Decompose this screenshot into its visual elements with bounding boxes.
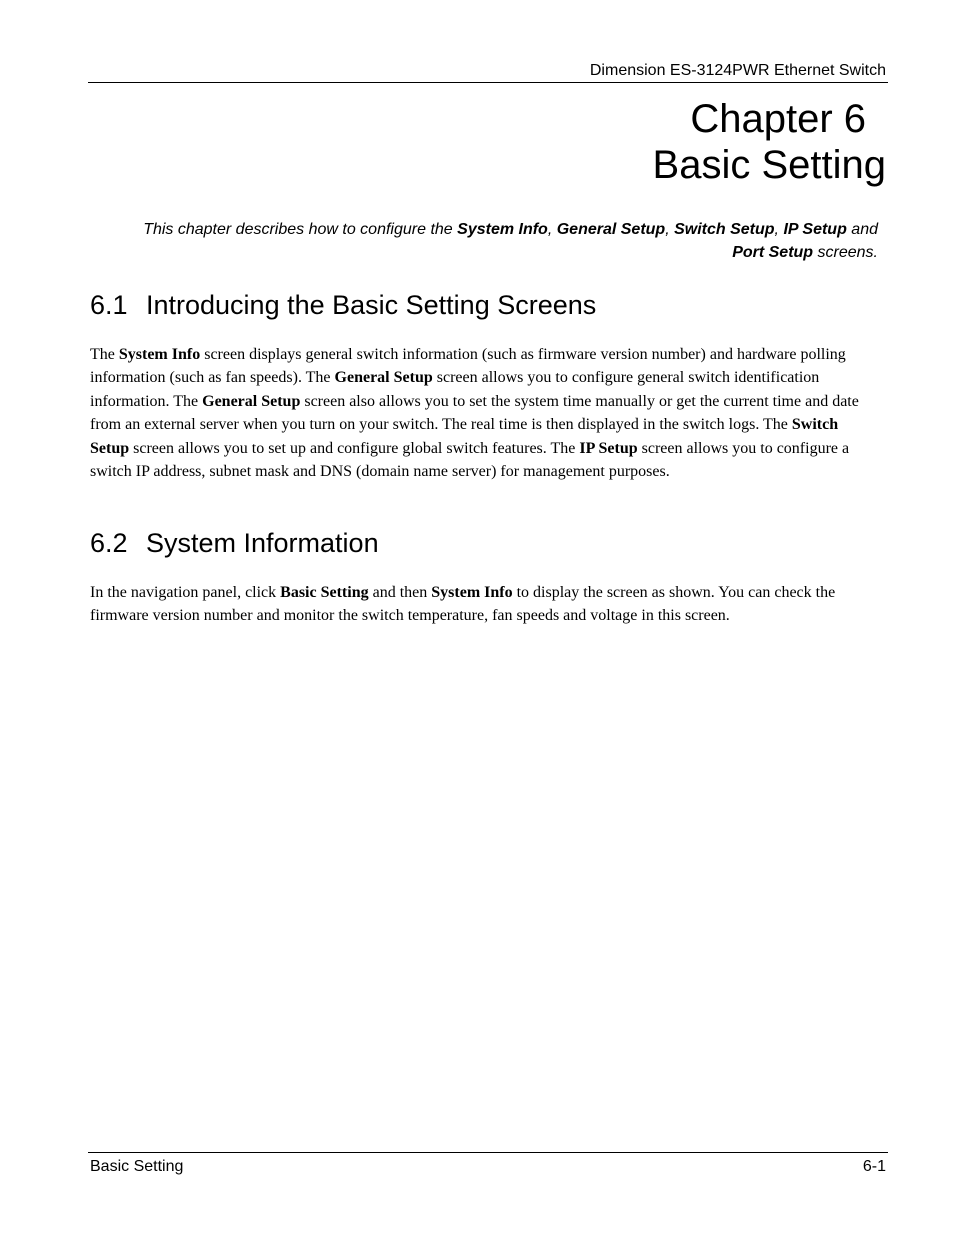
section-6-2-paragraph [90, 581, 880, 628]
chapter-title: Basic Setting [652, 143, 886, 187]
header-product-name: Dimension ES-3124PWR Ethernet Switch [589, 62, 886, 79]
intro-text: This chapter describes how to configure the [143, 221, 458, 238]
section-title: Introducing the Basic Setting Screens [146, 290, 597, 320]
page-header [88, 60, 888, 83]
paragraph-text: screen displays general switch information (such as firmware version number) and hardware polling information (such as fan speeds). The [90, 346, 846, 387]
paragraph-text: and then [368, 584, 432, 601]
footer-page-number: 6-1 [862, 1158, 886, 1175]
intro-text: , [547, 221, 557, 238]
paragraph-text: In the navigation panel, click [90, 584, 281, 601]
paragraph-bold: System Info [431, 584, 513, 601]
section-number: 6.2 [90, 528, 128, 558]
intro-ip-setup: IP Setup [783, 221, 847, 238]
footer-chapter-name: Basic Setting [90, 1158, 184, 1175]
section-number: 6.1 [90, 290, 128, 320]
paragraph-text: to display the screen as shown. You can check the firmware version number and monitor the switch temperature, fan speeds and voltage in this screen. [90, 584, 836, 625]
paragraph-bold: Switch Setup [90, 416, 839, 457]
paragraph-bold: General Setup [202, 392, 301, 410]
intro-text: , [665, 221, 675, 238]
chapter-heading [653, 96, 886, 188]
section-heading-6-1 [90, 289, 596, 321]
paragraph-bold: Basic Setting [280, 584, 369, 601]
paragraph-bold: General Setup [334, 369, 433, 387]
section-title: System Information [146, 528, 379, 558]
intro-system-info: System Info [457, 221, 548, 238]
paragraph-bold: IP Setup [579, 439, 638, 457]
chapter-intro [90, 218, 878, 264]
paragraph-text: screen allows you to configure a switch IP address, subnet mask and DNS (domain name server) for management purposes. [90, 439, 850, 481]
intro-general-setup: General Setup [556, 221, 666, 238]
section-heading-6-2 [90, 527, 379, 559]
intro-text: screens. [813, 244, 878, 261]
intro-text: , [774, 221, 784, 238]
section-6-1-paragraph [90, 343, 880, 483]
paragraph-text: screen allows you to set up and configure global switch features. The [129, 439, 580, 457]
page-footer [88, 1152, 888, 1179]
paragraph-text: screen also allows you to set the system time manually or get the current time and date from an external server when you turn on your switch. The real time is then displayed in the switch logs. The [90, 392, 859, 434]
intro-switch-setup: Switch Setup [674, 221, 775, 238]
intro-text: and [846, 221, 878, 238]
intro-port-setup: Port Setup [732, 244, 814, 261]
chapter-label: Chapter 6 [690, 97, 866, 141]
paragraph-text: screen allows you to configure general switch identification information. The [90, 369, 820, 410]
paragraph-text: The [90, 346, 119, 363]
paragraph-bold: System Info [118, 346, 201, 363]
